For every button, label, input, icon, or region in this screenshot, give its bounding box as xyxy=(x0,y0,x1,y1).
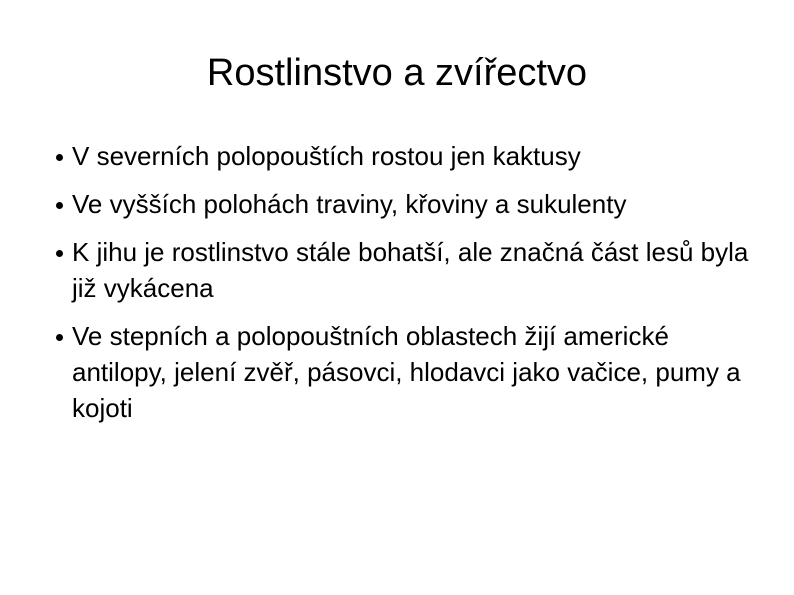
bullet-item xyxy=(44,138,764,174)
bullet-text: Ve stepních a polopouštních oblastech žijí americké antilopy, jelení zvěř, pásovci, hlodavci jako vačice, pumy a kojoti xyxy=(72,321,741,423)
bullet-dot-icon xyxy=(56,334,63,341)
bullet-text: Ve vyšších polohách traviny, křoviny a sukulenty xyxy=(72,189,627,219)
bullet-list xyxy=(44,138,764,438)
bullet-text: K jihu je rostlinstvo stále bohatší, ale značná část lesů byla již vykácena xyxy=(72,237,749,303)
bullet-dot-icon xyxy=(56,202,63,209)
slide-title: Rostlinstvo a zvířectvo xyxy=(206,52,588,94)
bullet-item xyxy=(44,234,764,306)
bullet-item xyxy=(44,186,764,222)
bullet-dot-icon xyxy=(56,154,63,161)
bullet-text: V severních polopouštích rostou jen kaktusy xyxy=(72,141,581,171)
bullet-dot-icon xyxy=(56,250,63,257)
bullet-item xyxy=(44,318,764,426)
